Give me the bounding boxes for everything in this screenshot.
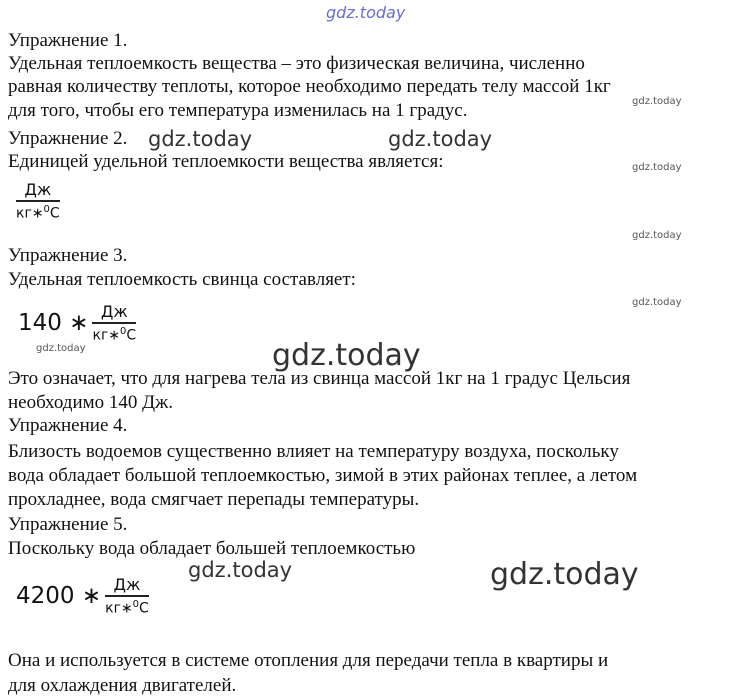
text-line: необходимо 140 Дж. [8, 392, 173, 413]
text-line: для того, чтобы его температура изменилась на 1 градус. [8, 100, 468, 121]
fraction [105, 575, 149, 616]
watermark-medium: gdz.today [188, 558, 293, 582]
watermark-small: gdz.today [36, 343, 86, 354]
exercise-3-heading: Упражнение 3. [8, 245, 128, 266]
fraction-denominator: кг∗$^0$С [16, 203, 60, 222]
heat-capacity-water-formula [16, 575, 149, 616]
text-line: Удельная теплоемкость свинца составляет: [8, 269, 356, 290]
fraction-numerator: Дж [113, 575, 141, 594]
exercise-5-heading: Упражнение 5. [8, 514, 128, 535]
text-line: для охлаждения двигателей. [8, 675, 237, 696]
watermark-medium: gdz.today [148, 127, 253, 151]
watermark-large: gdz.today [272, 338, 421, 373]
fraction-numerator: Дж [100, 302, 128, 321]
text-line: равная количеству теплоты, которое необходимо передать телу массой 1кг [8, 76, 611, 97]
text-line: Это означает, что для нагрева тела из свинца массой 1кг на 1 градус Цельсия [8, 368, 631, 389]
text-line: прохладнее, вода смягчает перепады температуры. [8, 489, 420, 510]
fraction-denominator: кг∗$^0$С [92, 325, 137, 344]
text-line: вода обладает большой теплоемкостью, зимой в этих районах теплее, а летом [8, 465, 638, 486]
fraction-denominator: кг∗$^0$С [105, 598, 149, 617]
text-line: Единицей удельной теплоемкости вещества является: [8, 151, 444, 172]
watermark-top: gdz.today [326, 3, 406, 22]
text-line: Удельная теплоемкость вещества – это физическая величина, численно [8, 53, 585, 74]
unit-formula [16, 180, 60, 221]
formula-coefficient: 4200 ∗ [16, 582, 102, 609]
exercise-1-heading: Упражнение 1. [8, 30, 128, 51]
text-line: Близость водоемов существенно влияет на температуру воздуха, поскольку [8, 441, 619, 462]
exercise-4-heading: Упражнение 4. [8, 415, 128, 436]
fraction-numerator: Дж [24, 180, 52, 199]
watermark-large: gdz.today [490, 557, 639, 592]
watermark-small: gdz.today [632, 162, 682, 173]
formula-coefficient: 140 ∗ [18, 309, 89, 336]
text-line: Поскольку вода обладает большей теплоемкостью [8, 538, 416, 559]
fraction [92, 302, 136, 343]
watermark-medium: gdz.today [388, 127, 493, 151]
fraction [16, 180, 60, 221]
watermark-small: gdz.today [632, 230, 682, 241]
exercise-2-heading: Упражнение 2. [8, 128, 128, 149]
text-line: Она и используется в системе отопления для передачи тепла в квартиры и [8, 650, 609, 671]
watermark-small: gdz.today [632, 297, 682, 308]
heat-capacity-lead-formula [18, 302, 136, 343]
watermark-small: gdz.today [632, 96, 682, 107]
